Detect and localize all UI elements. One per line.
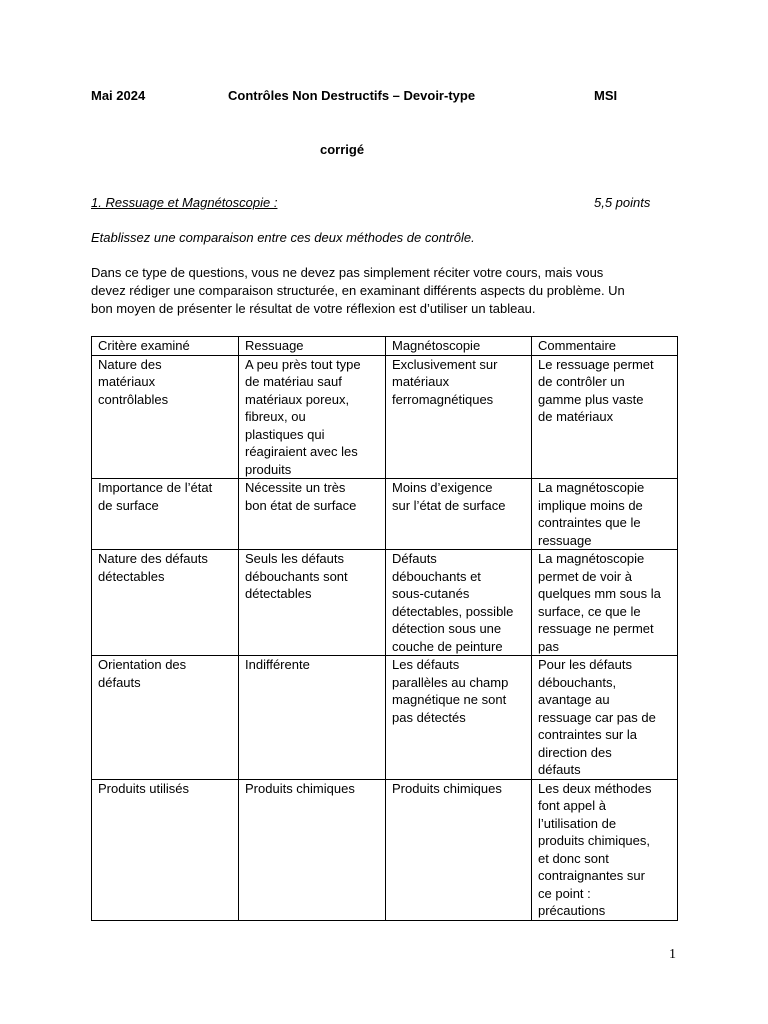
column-header: Commentaire xyxy=(532,337,678,356)
cell-line: contraignantes sur xyxy=(538,868,645,883)
cell-line: détection sous une xyxy=(392,621,502,636)
header-class: MSI xyxy=(594,88,618,103)
table-row xyxy=(92,550,678,656)
cell-line: de surface xyxy=(98,497,159,513)
cell-line: Produits chimiques xyxy=(392,780,502,796)
cell-line: ressuage car pas de xyxy=(538,709,656,725)
cell-line: ferromagnétiques xyxy=(392,391,494,407)
cell-line: défauts xyxy=(98,674,141,690)
cell-line: avantage au xyxy=(538,692,610,707)
cell-line: pas détectés xyxy=(392,709,466,725)
cell-line: débouchants, xyxy=(538,674,617,690)
intro-line: devez rédiger une comparaison structurée, en examinant différents aspects du problème. Un xyxy=(91,283,625,298)
intro-line: Dans ce type de questions, vous ne devez pas simplement réciter votre cours, mais vous xyxy=(91,265,604,280)
table-cell xyxy=(92,550,239,656)
cell-line: La magnétoscopie xyxy=(538,551,645,566)
cell-line: Moins d’exigence xyxy=(392,480,493,495)
table-cell xyxy=(92,779,239,920)
cell-line: détectables xyxy=(98,568,165,584)
table-cell xyxy=(239,779,386,920)
cell-line: direction des xyxy=(538,744,612,760)
cell-line: magnétique ne sont xyxy=(392,692,507,707)
cell-line: Les défauts xyxy=(392,657,460,672)
cell-line: matériaux poreux, xyxy=(245,391,350,407)
question-prompt: Etablissez une comparaison entre ces deux méthodes de contrôle. xyxy=(91,230,475,245)
cell-line: de contrôler un xyxy=(538,374,625,389)
cell-line: réagiraient avec les xyxy=(245,444,358,459)
document-subtitle: corrigé xyxy=(320,142,365,157)
cell-line: permet de voir à xyxy=(538,568,632,584)
table-cell xyxy=(386,779,532,920)
intro-line: bon moyen de présenter le résultat de votre réflexion est d’utiliser un tableau. xyxy=(91,301,536,316)
table-cell xyxy=(239,479,386,550)
table-cell xyxy=(92,656,239,780)
cell-line: de matériaux xyxy=(538,409,614,424)
column-header: Critère examiné xyxy=(92,337,239,356)
cell-line: implique moins de xyxy=(538,497,643,513)
question-points: 5,5 points xyxy=(594,195,651,210)
cell-line: ressuage ne permet xyxy=(538,621,654,636)
cell-line: contrôlables xyxy=(98,391,169,407)
cell-line: Importance de l’état xyxy=(98,480,213,495)
cell-line: La magnétoscopie xyxy=(538,480,645,495)
table-cell xyxy=(532,479,678,550)
cell-line: Nécessite un très xyxy=(245,480,346,495)
cell-line: produits xyxy=(245,461,292,477)
table-cell xyxy=(532,779,678,920)
table-cell xyxy=(386,479,532,550)
cell-line: contraintes sur la xyxy=(538,727,637,742)
cell-line: bon état de surface xyxy=(245,497,357,513)
table-cell xyxy=(239,355,386,479)
cell-line: Nature des xyxy=(98,356,162,372)
question-title: 1. Ressuage et Magnétoscopie : xyxy=(91,195,278,210)
cell-line: ce point : xyxy=(538,885,591,901)
document-title: Contrôles Non Destructifs – Devoir-type xyxy=(228,88,476,103)
cell-line: quelques mm sous la xyxy=(538,586,661,601)
table-cell xyxy=(239,550,386,656)
cell-line: précautions xyxy=(538,903,606,918)
comparison-table xyxy=(91,336,678,921)
header-date: Mai 2024 xyxy=(91,88,146,103)
cell-line: sur l’état de surface xyxy=(392,497,506,513)
cell-line: A peu près tout type xyxy=(245,356,361,372)
cell-line: Pour les défauts xyxy=(538,657,632,672)
cell-line: de matériau sauf xyxy=(245,374,342,389)
cell-line: plastiques qui xyxy=(245,426,325,442)
table-cell xyxy=(386,656,532,780)
cell-line: Exclusivement sur xyxy=(392,356,498,372)
cell-line: gamme plus vaste xyxy=(538,391,644,407)
table-row xyxy=(92,656,678,780)
cell-line: parallèles au champ xyxy=(392,674,509,690)
table-row xyxy=(92,779,678,920)
cell-line: l’utilisation de xyxy=(538,815,617,831)
page-number: 1 xyxy=(669,947,676,962)
cell-line: sous-cutanés xyxy=(392,586,470,601)
cell-line: ressuage xyxy=(538,532,592,548)
cell-line: détectables, possible xyxy=(392,603,514,619)
cell-line: défauts xyxy=(538,762,581,777)
cell-line: Produits utilisés xyxy=(98,780,190,796)
table-cell xyxy=(532,550,678,656)
intro-paragraph xyxy=(91,264,681,318)
cell-line: Nature des défauts xyxy=(98,551,208,566)
table-cell xyxy=(92,355,239,479)
table-body xyxy=(92,355,678,920)
cell-line: débouchants sont xyxy=(245,568,348,584)
cell-line: et donc sont xyxy=(538,850,609,866)
cell-line: font appel à xyxy=(538,798,606,813)
cell-line: Les deux méthodes xyxy=(538,780,652,796)
table-header-row xyxy=(92,337,678,356)
cell-line: détectables xyxy=(245,586,312,601)
table-cell xyxy=(532,656,678,780)
cell-line: Défauts xyxy=(392,551,437,566)
cell-line: Orientation des xyxy=(98,657,187,672)
table-row xyxy=(92,355,678,479)
cell-line: Le ressuage permet xyxy=(538,356,654,372)
cell-line: surface, ce que le xyxy=(538,603,641,619)
column-header: Magnétoscopie xyxy=(386,337,532,356)
cell-line: Produits chimiques xyxy=(245,780,355,796)
table-row xyxy=(92,479,678,550)
column-header: Ressuage xyxy=(239,337,386,356)
cell-line: Seuls les défauts xyxy=(245,551,345,566)
cell-line: débouchants et xyxy=(392,568,481,584)
cell-line: matériaux xyxy=(392,374,450,389)
table-cell xyxy=(532,355,678,479)
cell-line: pas xyxy=(538,638,559,654)
table-cell xyxy=(386,355,532,479)
cell-line: fibreux, ou xyxy=(245,409,306,424)
cell-line: matériaux xyxy=(98,374,156,389)
cell-line: produits chimiques, xyxy=(538,833,650,848)
cell-line: contraintes que le xyxy=(538,515,641,530)
table-cell xyxy=(92,479,239,550)
table-cell xyxy=(386,550,532,656)
cell-line: Indifférente xyxy=(245,657,310,672)
cell-line: couche de peinture xyxy=(392,638,503,654)
table-cell xyxy=(239,656,386,780)
